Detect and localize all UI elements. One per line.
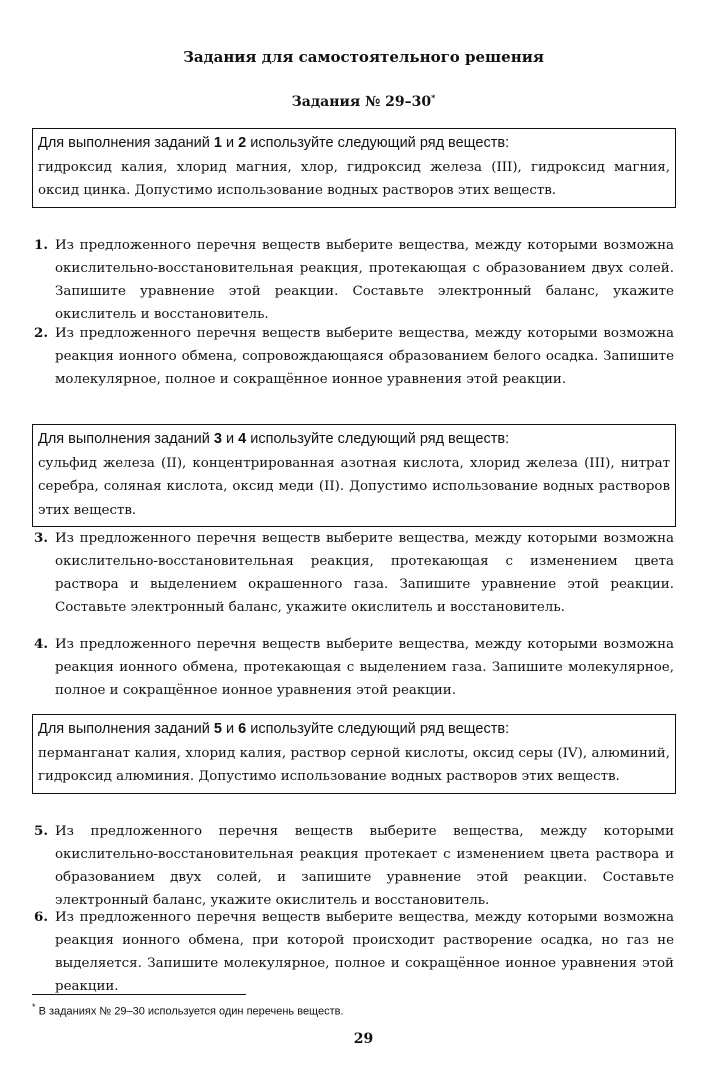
subtitle-text: Задания № 29–30 — [291, 94, 432, 110]
substances-box-3 — [32, 714, 676, 794]
substances-list: сульфид железа (II), концентрированная азотная кислота, хлорид железа (III), нитрат серебра, соляная кислота, оксид меди (II). Допустимо использование водных растворов этих веществ. — [38, 455, 670, 518]
section-subtitle — [0, 94, 727, 110]
task-number: 1. — [34, 237, 48, 253]
task-item-6 — [34, 906, 674, 998]
substances-list: перманганат калия, хлорид калия, раствор серной кислоты, оксид серы (IV), алюминий, гидроксид алюминия. Допустимо использование водных растворов этих веществ. — [38, 745, 670, 784]
page-number: 29 — [353, 1031, 374, 1047]
task-item-5 — [34, 820, 674, 912]
task-number: 4. — [34, 636, 48, 652]
task-text: Из предложенного перечня веществ выберите вещества, между которыми возможна реакция ионного обмена, сопровождающаяся образованием белого осадка. Запишите молекулярное, полное и сокращённое ионное уравнения этой реакции. — [55, 326, 674, 387]
task-text: Из предложенного перечня веществ выберите вещества, между которыми окислительно-восстановительная реакция протекает с изменением цвета раствора и образованием двух солей, и запишите уравнение этой реакции. Составьте электронный баланс, укажите окислитель и восстановитель. — [55, 824, 674, 908]
footnote-divider — [32, 994, 246, 995]
task-number: 2. — [34, 325, 48, 341]
substances-list: гидроксид калия, хлорид магния, хлор, гидроксид железа (III), гидроксид магния, оксид цинка. Допустимо использование водных растворов этих веществ. — [38, 159, 670, 198]
task-item-2 — [34, 322, 674, 391]
task-number: 5. — [34, 823, 48, 839]
task-text: Из предложенного перечня веществ выберите вещества, между которыми возможна окислительно-восстановительная реакция, протекающая с образованием двух солей. Запишите уравнение этой реакции. Составьте электронный баланс, укажите окислитель и восстановитель. — [55, 238, 674, 322]
task-item-3 — [34, 527, 674, 619]
footnote — [32, 1002, 344, 1018]
task-item-4 — [34, 633, 674, 702]
substances-box-2 — [32, 424, 676, 527]
substances-box-1 — [32, 128, 676, 208]
footnote-marker: * — [431, 92, 436, 103]
section-title: Задания для самостоятельного решения — [183, 48, 544, 66]
footnote-marker: * — [32, 1002, 36, 1012]
box-intro: Для выполнения заданий 3 и 4 используйте следующий ряд веществ: — [38, 431, 510, 447]
task-text: Из предложенного перечня веществ выберите вещества, между которыми возможна реакция ионного обмена, протекающая с выделением газа. Запишите молекулярное, полное и сокращённое ионное уравнения этой реакции. — [55, 637, 674, 698]
box-intro: Для выполнения заданий 1 и 2 используйте следующий ряд веществ: — [38, 135, 510, 151]
footnote-text: В заданиях № 29–30 используется один перечень веществ. — [35, 1005, 344, 1018]
task-text: Из предложенного перечня веществ выберите вещества, между которыми возможна окислительно-восстановительная реакция, протекающая с изменением цвета раствора и выделением окрашенного газа. Запишите уравнение этой реакции. Составьте электронный баланс, укажите окислитель и восстановитель. — [55, 531, 674, 615]
task-text: Из предложенного перечня веществ выберите вещества, между которыми возможна реакция ионного обмена, при которой происходит растворение осадка, но газ не выделяется. Запишите молекулярное, полное и сокращённое ионное уравнения этой реакции. — [55, 910, 674, 994]
task-number: 6. — [34, 909, 48, 925]
box-intro: Для выполнения заданий 5 и 6 используйте следующий ряд веществ: — [38, 721, 510, 737]
task-item-1 — [34, 234, 674, 326]
task-number: 3. — [34, 530, 48, 546]
